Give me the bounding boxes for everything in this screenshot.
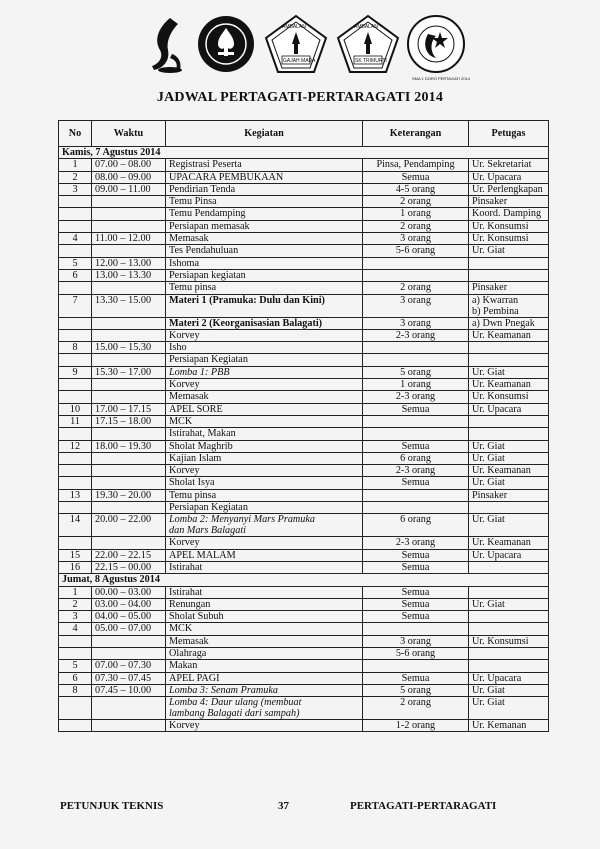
cell-waktu: 03.00 – 04.00 [92,598,166,610]
cell-kegiatan: Memasak [166,233,363,245]
cell-petugas: a) Dwn Pnegak [469,317,549,329]
cell-keterangan [363,354,469,366]
cell-no [59,245,92,257]
cell-no [59,208,92,220]
cell-keterangan: Semua [363,561,469,573]
cell-kegiatan: Lomba 1: PBB [166,366,363,378]
cell-keterangan [363,342,469,354]
cell-kegiatan: Istirahat [166,586,363,598]
cell-waktu: 08.00 – 09.00 [92,171,166,183]
cell-keterangan: 2 orang [363,220,469,232]
cell-petugas [469,660,549,672]
cell-keterangan [363,489,469,501]
cell-kegiatan: Makan [166,660,363,672]
cell-no: 3 [59,611,92,623]
cell-waktu: 22.00 – 22.15 [92,549,166,561]
cell-no: 5 [59,660,92,672]
table-row [59,366,549,378]
logo5-text: SMA 1 DORO PERTAGATI 2014 [412,76,471,81]
cell-waktu [92,697,166,720]
cell-waktu: 07.00 – 08.00 [92,159,166,171]
cell-waktu [92,354,166,366]
cell-waktu: 20.00 – 22.00 [92,514,166,537]
cell-no [59,317,92,329]
logo4-bottom-text: SK TRIMURTI [355,58,387,64]
cell-petugas: Ur. Giat [469,366,549,378]
cell-no [59,477,92,489]
table-row [59,660,549,672]
cell-no [59,647,92,659]
cell-waktu [92,245,166,257]
logo3-top-text: AMBALAN [282,24,306,30]
cell-kegiatan: Olahraga [166,647,363,659]
cell-kegiatan: Registrasi Peserta [166,159,363,171]
cell-kegiatan: Lomba 3: Senam Pramuka [166,684,363,696]
table-row [59,342,549,354]
cell-kegiatan: Memasak [166,635,363,647]
cell-kegiatan: Lomba 4: Daur ulang (membuat lambang Balagati dari sampah) [166,697,363,720]
cell-waktu [92,428,166,440]
table-row [59,623,549,635]
logo-strip [0,14,600,84]
table-row [59,282,549,294]
cell-waktu: 09.00 – 11.00 [92,183,166,195]
cell-petugas: Ur. Kemanan [469,720,549,732]
table-row [59,391,549,403]
cell-kegiatan: Istirahat [166,561,363,573]
cell-petugas: Ur. Perlengkapan [469,183,549,195]
cell-waktu: 00.00 – 03.00 [92,586,166,598]
cell-waktu [92,635,166,647]
cell-kegiatan: Memasak [166,391,363,403]
table-row [59,586,549,598]
table-row [59,294,549,317]
cell-petugas [469,428,549,440]
cell-kegiatan: APEL MALAM [166,549,363,561]
cell-keterangan [363,502,469,514]
cell-petugas [469,354,549,366]
cell-petugas [469,269,549,281]
cell-waktu [92,329,166,341]
cell-keterangan: 1-2 orang [363,720,469,732]
cell-waktu [92,452,166,464]
header-kegiatan: Kegiatan [166,121,363,147]
cell-keterangan: 2 orang [363,196,469,208]
cell-petugas [469,623,549,635]
table-row [59,354,549,366]
cell-no [59,329,92,341]
cell-petugas: Ur. Konsumsi [469,233,549,245]
cell-petugas: Ur. Keamanan [469,537,549,549]
cell-kegiatan: Tes Pendahuluan [166,245,363,257]
cell-no [59,537,92,549]
cell-no: 8 [59,342,92,354]
cell-kegiatan: Temu Pendamping [166,208,363,220]
cell-keterangan: 3 orang [363,233,469,245]
table-row [59,720,549,732]
cell-waktu: 22.15 – 00.00 [92,561,166,573]
cell-no [59,465,92,477]
cell-petugas: Ur. Keamanan [469,379,549,391]
cell-keterangan: 3 orang [363,294,469,317]
table-row [59,329,549,341]
cell-no: 15 [59,549,92,561]
cell-no [59,282,92,294]
cell-keterangan: 1 orang [363,379,469,391]
cell-petugas: Ur. Giat [469,697,549,720]
cell-keterangan: 3 orang [363,635,469,647]
cell-no: 6 [59,672,92,684]
cell-no [59,354,92,366]
cell-kegiatan: Isho [166,342,363,354]
cell-no [59,220,92,232]
cell-keterangan: 5 orang [363,366,469,378]
cell-petugas: Ur. Konsumsi [469,391,549,403]
cell-no: 6 [59,269,92,281]
cell-kegiatan: Persiapan memasak [166,220,363,232]
cell-petugas: Ur. Giat [469,598,549,610]
cell-keterangan: 5-6 orang [363,647,469,659]
cell-no [59,635,92,647]
ambalan-gajah-mada-logo [264,14,328,74]
cell-petugas [469,561,549,573]
table-header-row [59,121,549,147]
page-number: 37 [278,800,289,812]
cell-waktu [92,208,166,220]
cell-keterangan: Semua [363,672,469,684]
cell-waktu [92,220,166,232]
cell-keterangan: 4-5 orang [363,183,469,195]
cell-keterangan: Semua [363,598,469,610]
cell-petugas: Ur. Konsumsi [469,635,549,647]
table-row [59,561,549,573]
day-row [59,574,549,586]
cell-kegiatan: Korvey [166,537,363,549]
cell-no [59,697,92,720]
page-title: JADWAL PERTAGATI-PERTARAGATI 2014 [156,90,444,105]
cell-keterangan: Semua [363,440,469,452]
cell-kegiatan: Temu Pinsa [166,196,363,208]
cell-waktu: 15.00 – 15.30 [92,342,166,354]
table-row [59,159,549,171]
table-row [59,672,549,684]
cell-kegiatan: UPACARA PEMBUKAAN [166,171,363,183]
header-keterangan: Keterangan [363,121,469,147]
cell-kegiatan: Temu pinsa [166,282,363,294]
table-row [59,514,549,537]
cell-no [59,720,92,732]
cell-waktu: 19.30 – 20.00 [92,489,166,501]
cell-no [59,502,92,514]
cell-petugas: Ur. Upacara [469,403,549,415]
table-row [59,403,549,415]
cell-keterangan: Semua [363,611,469,623]
cell-keterangan: 3 orang [363,317,469,329]
cell-waktu [92,317,166,329]
table-row [59,549,549,561]
cell-kegiatan: Ishoma [166,257,363,269]
cell-keterangan [363,660,469,672]
cell-kegiatan: Korvey [166,465,363,477]
cell-keterangan [363,257,469,269]
cell-kegiatan: MCK [166,415,363,427]
table-row [59,196,549,208]
cell-no: 4 [59,233,92,245]
table-row [59,452,549,464]
table-row [59,537,549,549]
logo3-bottom-text: GAJAH MADA [283,58,316,64]
cell-kegiatan: Persiapan kegiatan [166,269,363,281]
cell-no: 2 [59,171,92,183]
cell-no: 1 [59,159,92,171]
table-row [59,440,549,452]
cell-kegiatan: MCK [166,623,363,635]
cell-no: 7 [59,294,92,317]
table-row [59,183,549,195]
cell-waktu: 07.30 – 07.45 [92,672,166,684]
cell-petugas: Ur. Konsumsi [469,220,549,232]
cell-kegiatan: Materi 2 (Keorganisasian Balagati) [166,317,363,329]
header-waktu: Waktu [92,121,166,147]
cell-kegiatan: Korvey [166,720,363,732]
table-row [59,697,549,720]
cell-waktu: 13.00 – 13.30 [92,269,166,281]
cell-waktu: 12.00 – 13.00 [92,257,166,269]
cell-waktu [92,465,166,477]
cell-petugas: Pinsaker [469,489,549,501]
world-scout-logo [196,14,256,74]
cell-kegiatan: Pendirian Tenda [166,183,363,195]
table-row [59,171,549,183]
cell-kegiatan: Persiapan Kegiatan [166,502,363,514]
cell-kegiatan: APEL SORE [166,403,363,415]
cell-petugas: Ur. Giat [469,245,549,257]
day-label: Kamis, 7 Agustus 2014 [59,147,549,159]
table-row [59,598,549,610]
cell-petugas: Ur. Upacara [469,672,549,684]
table-row [59,428,549,440]
cell-petugas [469,415,549,427]
cell-petugas [469,647,549,659]
cell-keterangan: 5 orang [363,684,469,696]
cell-no: 4 [59,623,92,635]
cell-keterangan [363,428,469,440]
cell-kegiatan: Renungan [166,598,363,610]
cell-keterangan: Pinsa, Pendamping [363,159,469,171]
cell-keterangan: 1 orang [363,208,469,220]
cell-waktu [92,720,166,732]
cell-keterangan: 2-3 orang [363,465,469,477]
table-row [59,611,549,623]
cell-waktu [92,647,166,659]
cell-petugas: Ur. Giat [469,684,549,696]
cell-waktu: 15.30 – 17.00 [92,366,166,378]
cell-keterangan [363,623,469,635]
cell-no: 8 [59,684,92,696]
cell-kegiatan: Sholat Subuh [166,611,363,623]
cell-keterangan: Semua [363,549,469,561]
cell-petugas: Pinsaker [469,282,549,294]
cell-petugas [469,502,549,514]
cell-petugas: Ur. Sekretariat [469,159,549,171]
cell-waktu [92,537,166,549]
cell-kegiatan: Temu pinsa [166,489,363,501]
cell-keterangan: Semua [363,171,469,183]
cell-keterangan: 6 orang [363,514,469,537]
header-petugas: Petugas [469,121,549,147]
cell-kegiatan: Sholat Isya [166,477,363,489]
cell-waktu: 07.00 – 07.30 [92,660,166,672]
table-row [59,245,549,257]
cell-waktu: 04.00 – 05.00 [92,611,166,623]
cell-petugas: Pinsaker [469,196,549,208]
table-row [59,257,549,269]
footer-left: PETUNJUK TEKNIS [60,800,164,812]
cell-no: 9 [59,366,92,378]
cell-kegiatan: Sholat Maghrib [166,440,363,452]
footer-right: PERTAGATI-PERTARAGATI [350,800,497,812]
table-row [59,317,549,329]
cell-keterangan: Semua [363,477,469,489]
cell-kegiatan: Kajian Islam [166,452,363,464]
cell-no: 16 [59,561,92,573]
cell-waktu [92,477,166,489]
table-row [59,269,549,281]
cell-no [59,428,92,440]
table-row [59,233,549,245]
cell-waktu [92,502,166,514]
day-label: Jumat, 8 Agustus 2014 [59,574,549,586]
cell-keterangan: 5-6 orang [363,245,469,257]
cell-waktu: 17.15 – 18.00 [92,415,166,427]
day-row [59,147,549,159]
cell-waktu [92,379,166,391]
cell-kegiatan: Korvey [166,379,363,391]
cell-kegiatan: Persiapan Kegiatan [166,354,363,366]
cell-petugas [469,257,549,269]
cell-keterangan: Semua [363,403,469,415]
cell-keterangan: Semua [363,586,469,598]
cell-waktu [92,391,166,403]
cell-no: 5 [59,257,92,269]
cell-waktu: 07.45 – 10.00 [92,684,166,696]
logo4-top-text: AMBALAN [354,24,378,30]
cell-waktu: 13.30 – 15.00 [92,294,166,317]
cell-no: 2 [59,598,92,610]
cell-petugas: Ur. Upacara [469,171,549,183]
cell-keterangan: 2 orang [363,282,469,294]
table-row [59,208,549,220]
cell-keterangan: 2-3 orang [363,391,469,403]
schedule-table [58,120,549,732]
sma-1-doro-pertagati-logo [406,14,466,74]
header-no: No [59,121,92,147]
cell-keterangan: 2-3 orang [363,329,469,341]
cell-waktu [92,196,166,208]
cell-waktu: 05.00 – 07.00 [92,623,166,635]
cell-petugas: Ur. Keamanan [469,465,549,477]
cell-petugas [469,586,549,598]
table-row [59,684,549,696]
cell-no: 13 [59,489,92,501]
cell-no: 11 [59,415,92,427]
cell-no: 10 [59,403,92,415]
cell-petugas: Ur. Giat [469,452,549,464]
cell-no [59,379,92,391]
table-row [59,489,549,501]
cell-keterangan [363,415,469,427]
cell-no [59,391,92,403]
cell-waktu [92,282,166,294]
cell-no: 12 [59,440,92,452]
cell-keterangan: 2 orang [363,697,469,720]
table-row [59,220,549,232]
cell-keterangan: 2-3 orang [363,537,469,549]
table-row [59,502,549,514]
cell-no [59,452,92,464]
table-row [59,379,549,391]
cell-waktu: 17.00 – 17.15 [92,403,166,415]
cell-no [59,196,92,208]
cell-petugas: Ur. Giat [469,477,549,489]
cell-waktu: 11.00 – 12.00 [92,233,166,245]
cell-waktu: 18.00 – 19.30 [92,440,166,452]
table-row [59,465,549,477]
table-row [59,477,549,489]
tunas-kelapa-logo [148,14,186,74]
cell-kegiatan: Korvey [166,329,363,341]
cell-kegiatan: APEL PAGI [166,672,363,684]
cell-petugas [469,342,549,354]
cell-petugas: Koord. Damping [469,208,549,220]
cell-kegiatan: Materi 1 (Pramuka: Dulu dan Kini) [166,294,363,317]
cell-petugas: Ur. Upacara [469,549,549,561]
cell-keterangan: 6 orang [363,452,469,464]
table-row [59,647,549,659]
cell-no: 3 [59,183,92,195]
cell-petugas: Ur. Giat [469,440,549,452]
table-row [59,635,549,647]
cell-petugas: Ur. Keamanan [469,329,549,341]
cell-kegiatan: Istirahat, Makan [166,428,363,440]
table-row [59,415,549,427]
cell-petugas [469,611,549,623]
cell-petugas: a) Kwarran b) Pembina [469,294,549,317]
cell-no: 14 [59,514,92,537]
cell-kegiatan: Lomba 2: Menyanyi Mars Pramuka dan Mars Balagati [166,514,363,537]
ambalan-sk-trimurti-logo [336,14,400,74]
cell-petugas: Ur. Giat [469,514,549,537]
cell-keterangan [363,269,469,281]
cell-no: 1 [59,586,92,598]
